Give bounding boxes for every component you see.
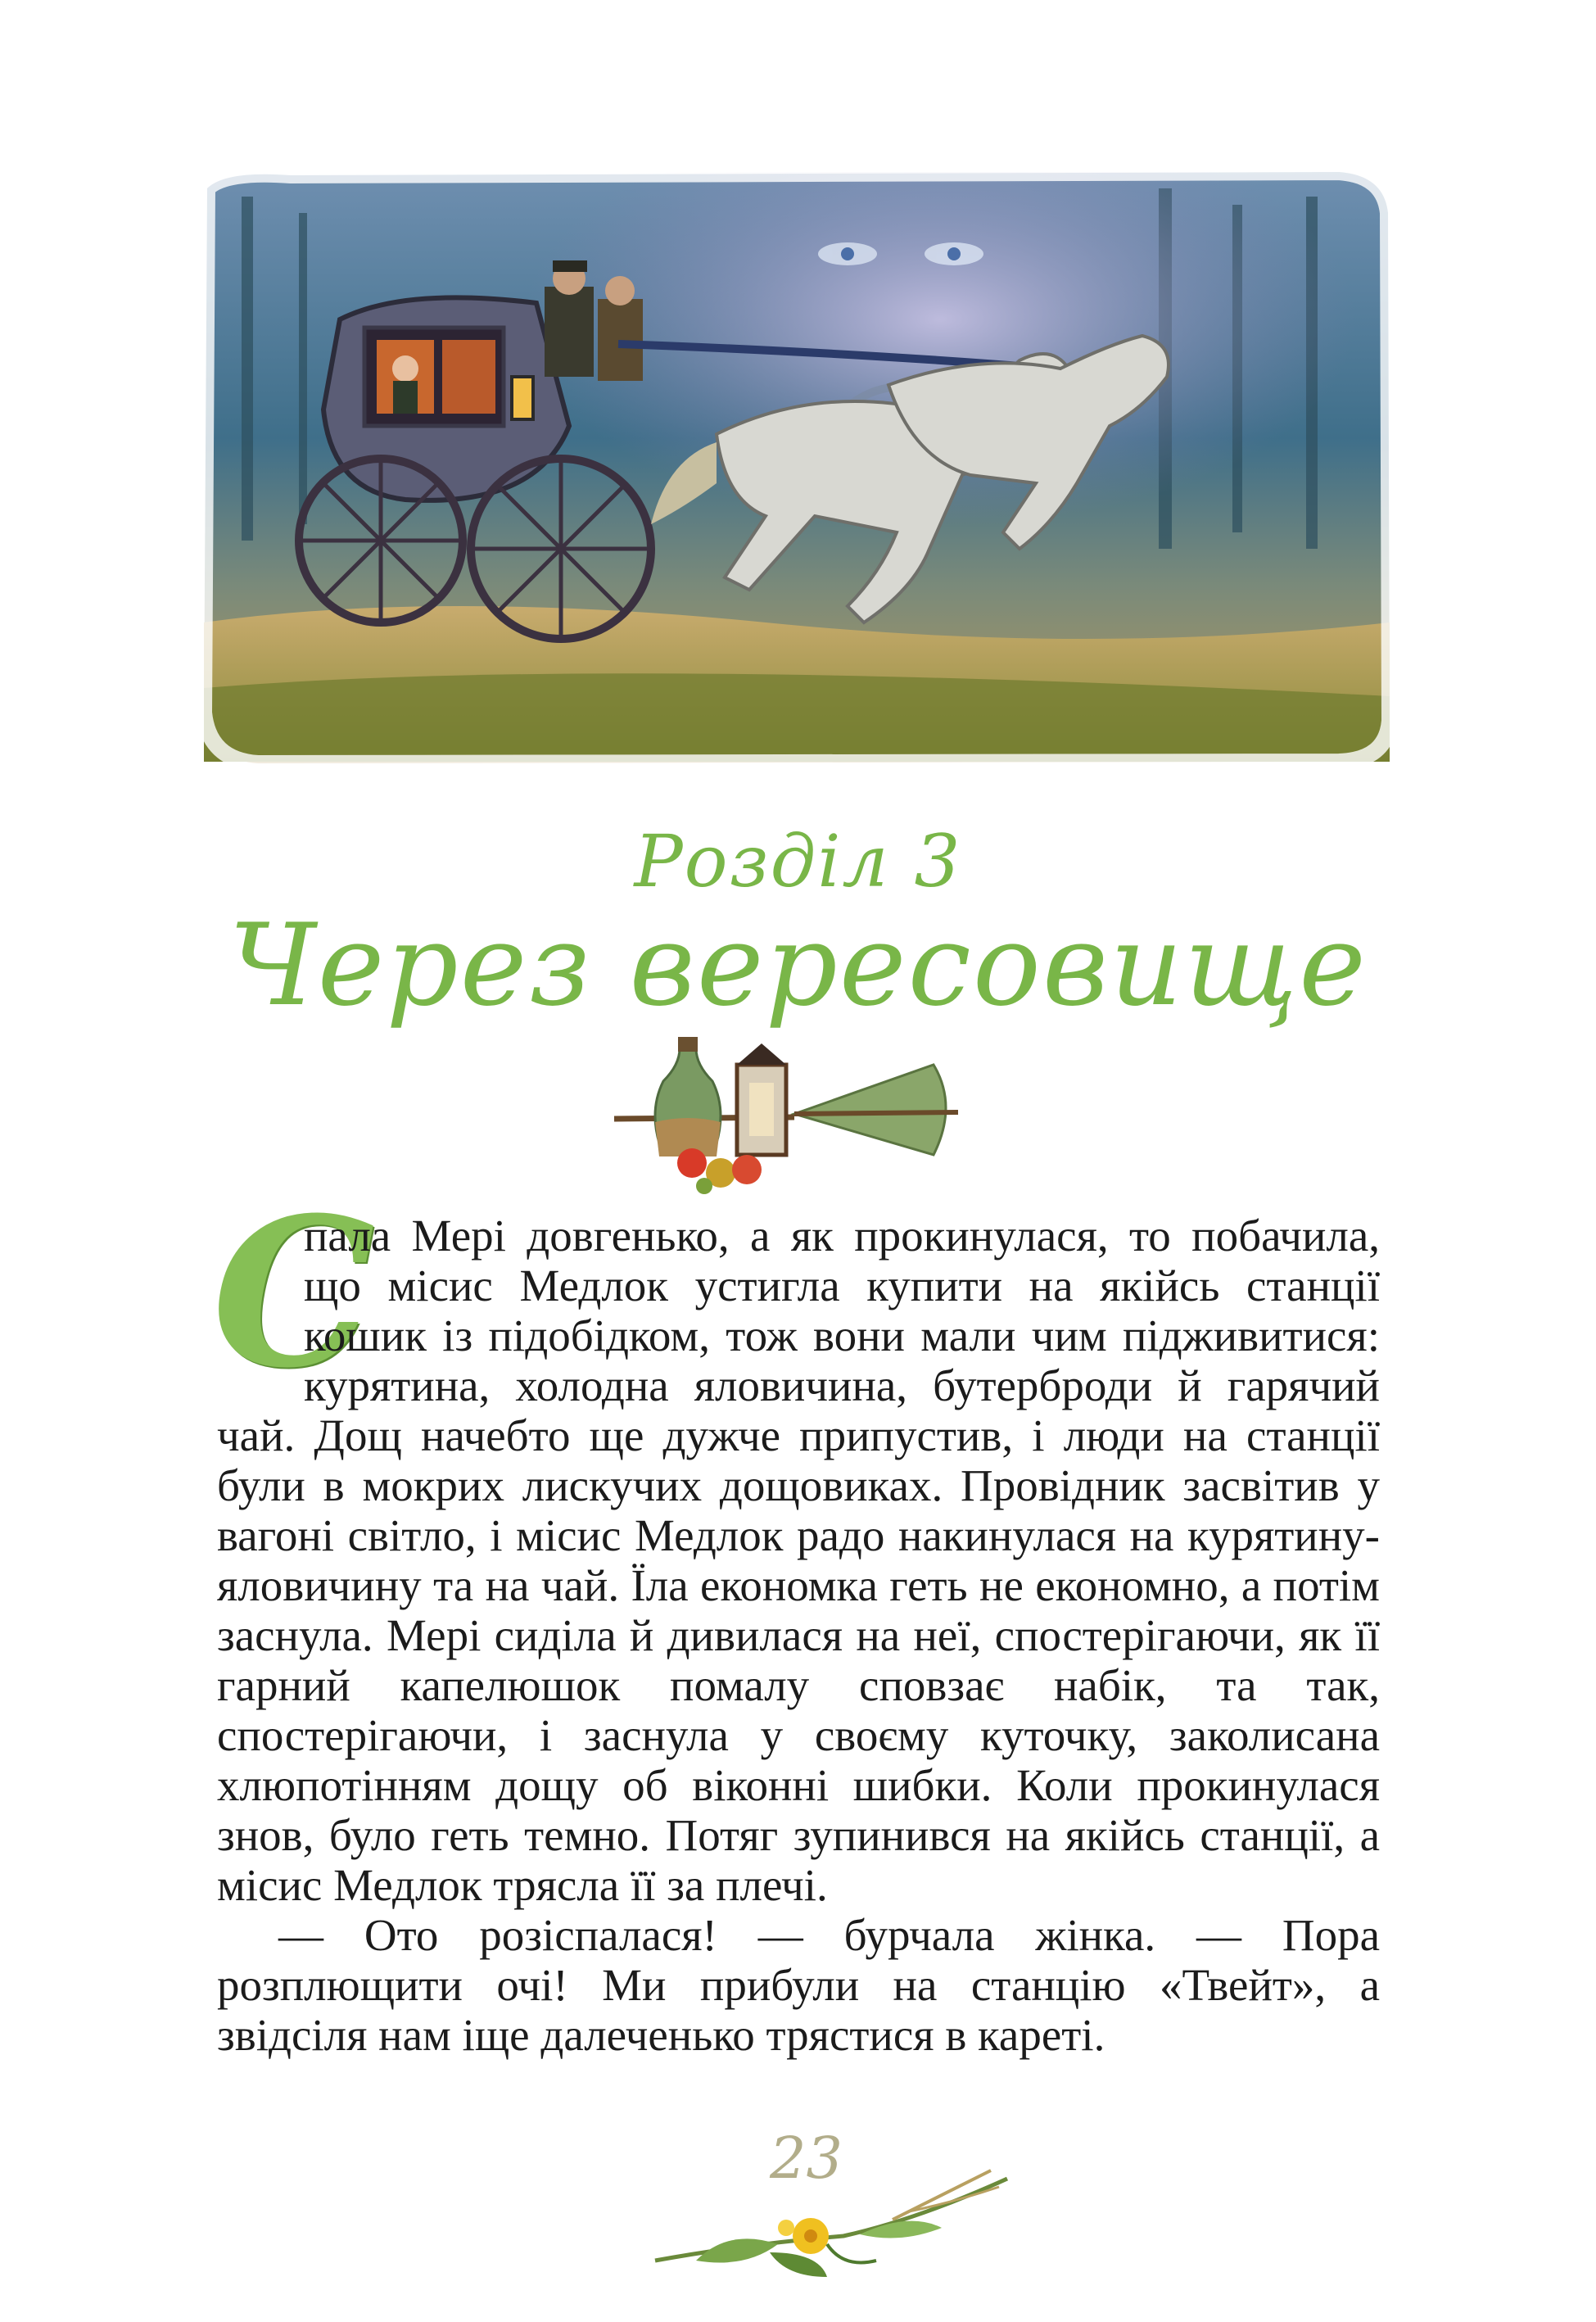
still-life-vignette: [606, 1032, 966, 1196]
chapter-label: Розділ 3: [634, 819, 962, 903]
paragraph-2: — Ото розіспалася! — бурчала жінка. — Пора розплющити очі! Ми прибули на станцію «Твейт», а звідсіля нам іще далеченько трястися в кареті.: [217, 1910, 1380, 2060]
floral-ornament: [647, 2162, 1024, 2285]
page-number: 23: [770, 2125, 843, 2192]
paragraph-1-text: пала Мері довгенько, а як прокинулася, то побачила, що місис Медлок устигла купити на якійсь станції кошик із підобідком, тож вони мали чим підживитися: курятина, холодна яловичина, бутерброди й гарячий чай. Дощ начебто ще дужче припустив, і люди на станції були в мокрих лискучих дощовиках. Провідник засвітив у вагоні світло, і місис Медлок радо накинулася на курятину-яловичину та на чай. Їла економка геть не економно, а потім заснула. Мері сиділа й дивилася на неї, спостерігаючи, як її гарний капелюшок помалу сповзає набік, та так, спостерігаючи, і заснула у своєму куточку, заколисана хлюпотінням дощу об віконні шибки. Коли прокинулася знов, було геть темно. Потяг зупинився на якійсь станції, а місис Медлок трясла її за плечі.: [217, 1211, 1380, 1910]
body-text: [212, 1172, 1380, 2060]
chapter-title: Через вересовище: [228, 899, 1368, 1031]
chapter-illustration: [192, 164, 1396, 770]
paragraph-1: [212, 1172, 1380, 1910]
drop-cap: С: [212, 1172, 375, 1413]
